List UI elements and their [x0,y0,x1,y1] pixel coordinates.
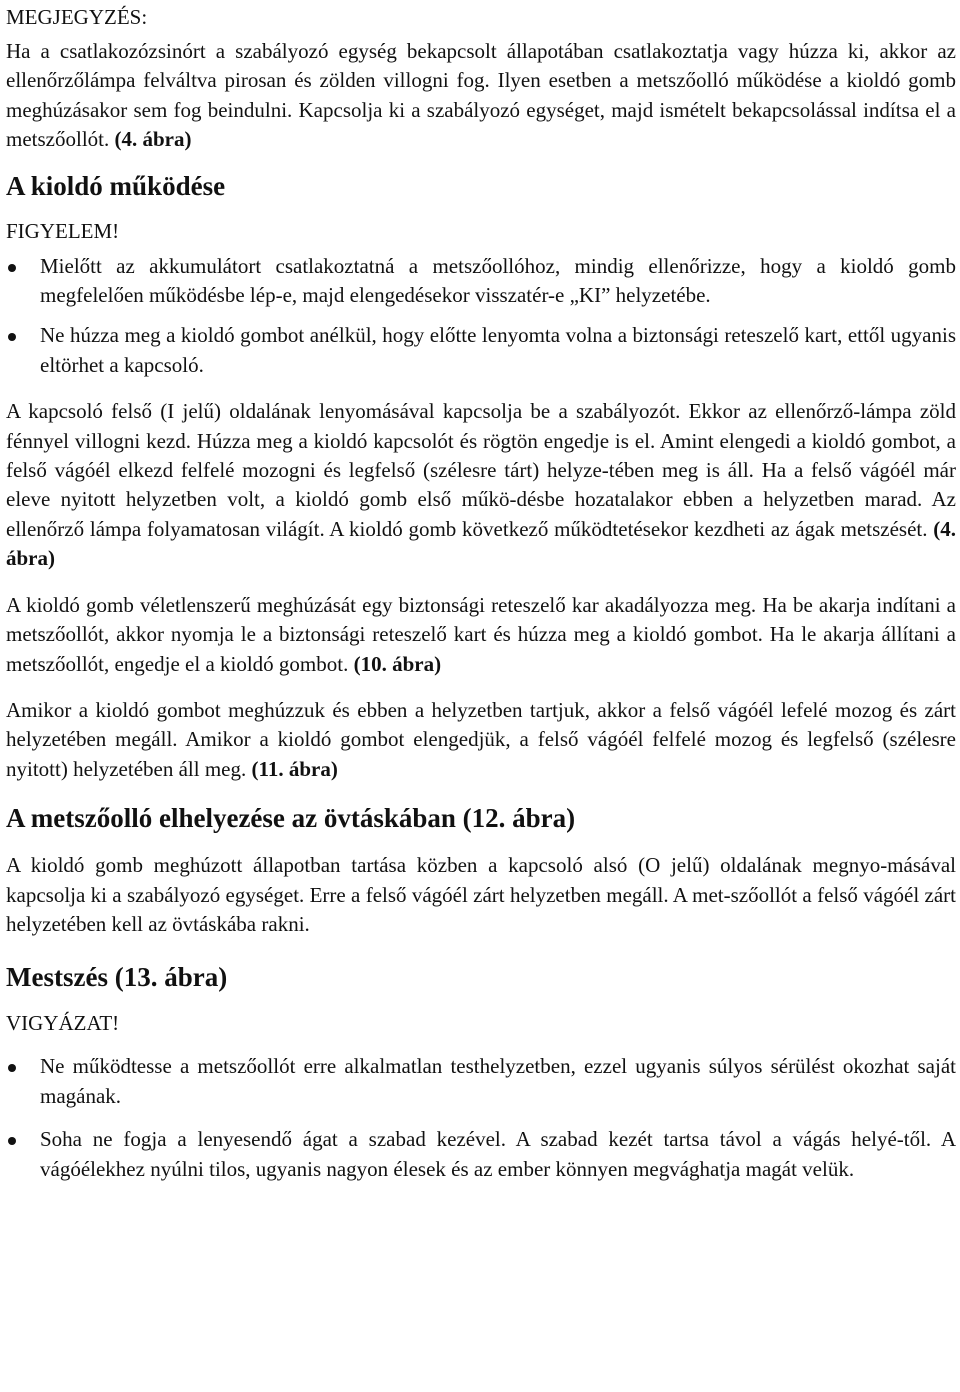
paragraph-text: A kapcsoló felső (I jelű) oldalának lenyomásával kapcsolja be a szabályozót. Ekkor az ellenőrző-lámpa zöld fénnyel villogni kezd. Húzza meg a kioldó kapcsolót és rögtön engedje is el. Amint elengedi a kioldó gombot, a felső vágóél elkezd felfelé mozogni és legfelső (szélesre tárt) helyze-tében meg is áll. Ha a felső vágóél már eleve nyitott helyzetben volt, a kioldó gomb első műkö-désbe hozatalakor ebben a helyzetben marad. Az ellenőrző lámpa folyamatosan világít. A kioldó gomb következő működtetésekor kezdheti az ágak metszését. [6,399,956,541]
paragraph: A kioldó gomb meghúzott állapotban tartása közben a kapcsoló alsó (O jelű) oldalának megnyo-másával kapcsolja ki a szabályozó egységet. Erre a felső vágóél zárt helyzetben megáll. A met-szőollót a felső vágóél zárt helyzetében kell az övtáskába rakni. [6,853,956,936]
paragraph-text: A kioldó gomb véletlenszerű meghúzását egy biztonsági reteszelő kar akadályozza meg. Ha be akarja indítani a metszőollót, akkor nyomja le a biztonsági reteszelő kart és húzza meg a kioldó gombot. Ha le akarja állítani a metszőollót, engedje el a kioldó gombot. [6,592,956,676]
list-item-text: Ne működtesse a metszőollót erre alkalmatlan testhelyzetben, ezzel ugyanis súlyos sérülést okozhat saját magának. [40,1054,956,1108]
bullet-icon [8,333,16,341]
list-item-text: Mielőtt az akkumulátort csatlakoztatná a metszőollóhoz, mindig ellenőrizze, hogy a kioldó gomb megfelelően működésbe lép-e, majd elengedésekor visszatér-e „KI” helyzetébe. [40,253,956,308]
paragraph [6,591,956,679]
list-item-text: Ne húzza meg a kioldó gombot anélkül, hogy előtte lenyomta volna a biztonsági reteszelő kart, ettől ugyanis eltörhet a kapcsoló. [40,323,956,377]
list-item [6,252,956,311]
list-item-text: Soha ne fogja a lenyesendő ágat a szabad kezével. A szabad kezét tartsa távol a vágás helyé-től. A vágóélekhez nyúlni tilos, ugyanis nagyon élesek és az ember könnyen megvághatja magát velük. [40,1127,956,1181]
list-item [6,1052,956,1111]
figure-ref: (4. ábra) [6,516,956,571]
warning-label: FIGYELEM! [6,218,120,243]
note-label: MEGJEGYZÉS: [6,5,148,29]
bullet-icon [8,1064,16,1072]
note-text: Ha a csatlakozózsinórt a szabályozó egység bekapcsolt állapotában csatlakoztatja vagy húzza ki, akkor az ellenőrzőlámpa felváltva pirosan és zölden villogni fog. Ilyen esetben a metszőolló működése a kioldó gomb meghúzásakor sem fog beindulni. Kapcsolja ki a szabályozó egységet, majd ismételt bekapcsolással indítsa el a metszőollót. [6,39,956,152]
list-item [6,321,956,380]
paragraph [6,397,956,573]
paragraph-text: Amikor a kioldó gombot meghúzzuk és ebben a helyzetben tartjuk, akkor a felső vágóél lefelé mozog és zárt helyzetében megáll. Amikor a kioldó gombot elengedjük, a felső vágóél felfelé mozog és legfelső (szélesre nyitott) helyzetében áll meg. [6,697,956,781]
section-title-metszes: Mestszés (13. ábra) [6,962,228,993]
bullet-icon [8,1137,16,1145]
figure-ref: (11. ábra) [251,756,338,781]
caution-label: VIGYÁZAT! [6,1011,120,1036]
note-paragraph [6,37,956,155]
list-item [6,1125,956,1184]
section-title-kiolo: A kioldó működése [6,170,226,201]
figure-ref: (10. ábra) [353,651,442,676]
warning-list [6,252,956,381]
caution-list [6,1052,956,1184]
figure-ref: (4. ábra) [114,127,192,152]
section-title-ovtaska: A metszőolló elhelyezése az övtáskában (12. ábra) [6,803,576,834]
bullet-icon [8,264,16,272]
paragraph [6,696,956,784]
